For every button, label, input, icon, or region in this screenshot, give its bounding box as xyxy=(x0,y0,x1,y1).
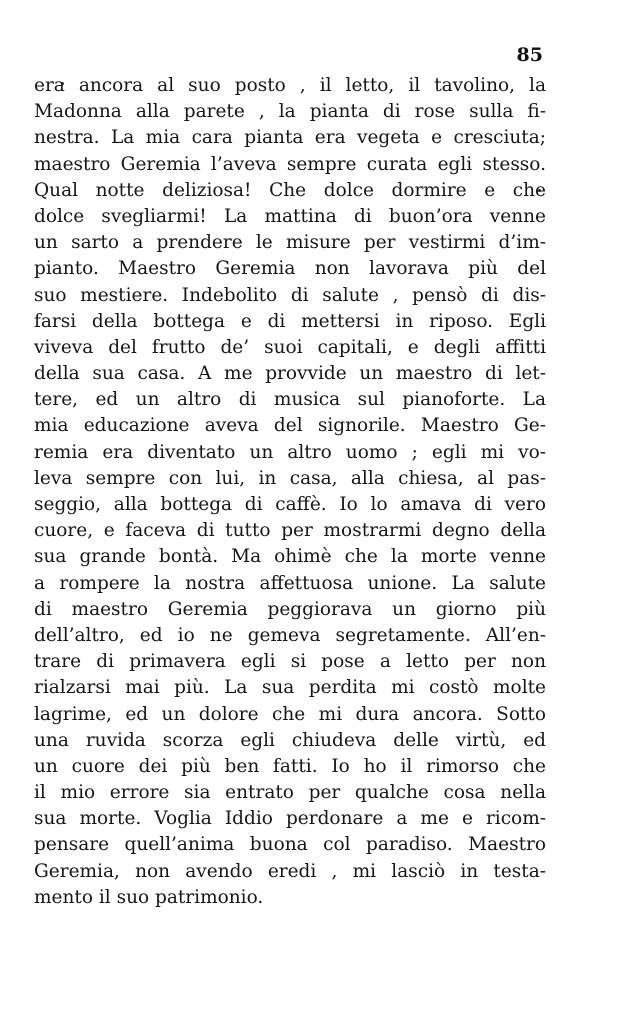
text-line: sua grande bontà. Ma ohimè che la morte venne xyxy=(34,546,546,568)
text-line: dell’altro, ed io ne gemeva segretamente. All’en- xyxy=(34,624,546,646)
text-line: pensare quell’anima buona col paradiso. Maestro xyxy=(34,834,546,856)
text-line: Geremia, non avendo eredi , mi lasciò in testa- xyxy=(34,860,546,882)
text-line: mento il suo patrimonio. xyxy=(34,886,264,908)
page-number: 85 xyxy=(516,44,543,66)
text-line: maestro Geremia l’aveva sempre curata egli stesso. xyxy=(34,153,546,175)
text-line: di maestro Geremia peggiorava un giorno più xyxy=(34,598,546,620)
text-line: una ruvida scorza egli chiudeva delle virtù, ed xyxy=(34,729,546,751)
text-line: a rompere la nostra affettuosa unione. La salute xyxy=(34,572,546,594)
text-line: rialzarsi mai più. La sua perdita mi costò molte xyxy=(34,677,546,699)
text-line: remia era diventato un altro uomo ; egli mi vo- xyxy=(34,441,546,463)
text-line: viveva del frutto de’ suoi capitali, e degli affitti xyxy=(34,336,546,358)
text-line: tere, ed un altro di musica sul pianoforte. La xyxy=(34,389,546,411)
text-line: mia educazione aveva del signorile. Maestro Ge- xyxy=(34,415,546,437)
text-line: era ancora al suo posto , il letto, il tavolino, la xyxy=(34,75,546,96)
text-line: trare di primavera egli si pose a letto per non xyxy=(34,651,546,673)
text-line: lagrime, ed un dolore che mi dura ancora. Sotto xyxy=(34,703,546,725)
text-line: pianto. Maestro Geremia non lavorava più del xyxy=(34,258,546,280)
text-line: leva sempre con lui, in casa, alla chiesa, al pas- xyxy=(34,467,546,489)
text-line: farsi della bottega e di mettersi in riposo. Egli xyxy=(34,310,546,332)
text-line: cuore, e faceva di tutto per mostrarmi degno della xyxy=(34,520,546,542)
text-line: Qual notte deliziosa! Che dolce dormire e che xyxy=(34,179,546,201)
text-line: dolce svegliarmi! La mattina di buon’ora venne xyxy=(34,205,546,227)
body-text xyxy=(34,73,546,911)
text-line: un sarto a prendere le misure per vestirmi d’im- xyxy=(34,232,546,254)
text-line: suo mestiere. Indebolito di salute , pensò di dis- xyxy=(34,284,546,306)
text-line: Madonna alla parete , la pianta di rose sulla fi- xyxy=(34,101,546,123)
text-line: nestra. La mia cara pianta era vegeta e cresciuta; xyxy=(34,127,546,149)
text-line: della sua casa. A me provvide un maestro di let- xyxy=(34,363,546,385)
text-line: sua morte. Voglia Iddio perdonare a me e ricom- xyxy=(34,808,546,830)
text-line: il mio errore sia entrato per qualche cosa nella xyxy=(34,782,546,804)
text-line: un cuore dei più ben fatti. Io ho il rimorso che xyxy=(34,755,546,777)
text-line: seggio, alla bottega di caffè. Io lo amava di vero xyxy=(34,494,546,515)
